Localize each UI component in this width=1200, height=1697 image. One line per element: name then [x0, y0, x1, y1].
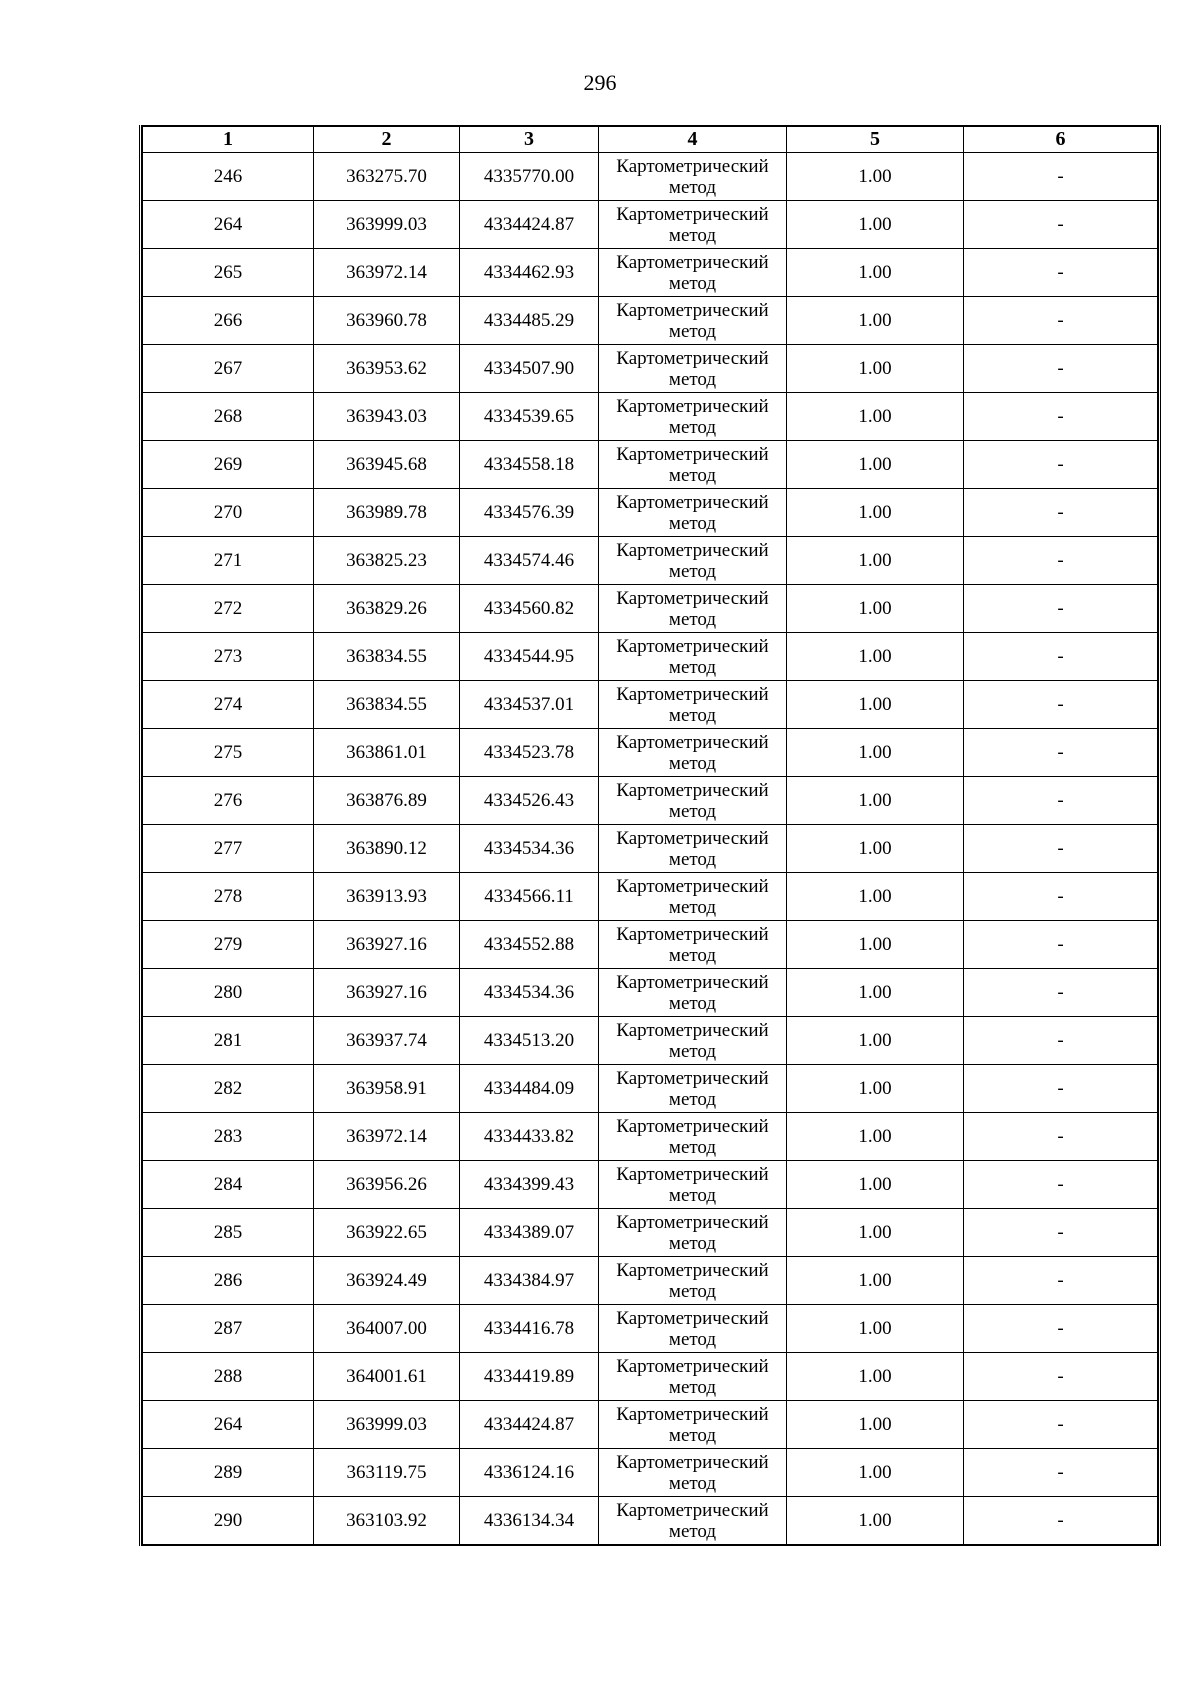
accuracy-cell: 1.00 [787, 1209, 964, 1257]
y-coordinate-cell: 4334424.87 [460, 1401, 599, 1449]
x-coordinate-cell: 363989.78 [314, 489, 460, 537]
accuracy-cell: 1.00 [787, 393, 964, 441]
note-cell: - [964, 249, 1158, 297]
method-cell: Картометрический метод [599, 441, 787, 489]
x-coordinate-cell: 363922.65 [314, 1209, 460, 1257]
point-number-cell: 281 [143, 1017, 314, 1065]
method-cell: Картометрический метод [599, 873, 787, 921]
x-coordinate-cell: 363913.93 [314, 873, 460, 921]
point-number-cell: 279 [143, 921, 314, 969]
point-number-cell: 272 [143, 585, 314, 633]
point-number-cell: 265 [143, 249, 314, 297]
x-coordinate-cell: 363999.03 [314, 201, 460, 249]
point-number-cell: 268 [143, 393, 314, 441]
table-row [143, 1401, 1158, 1449]
accuracy-cell: 1.00 [787, 1497, 964, 1546]
note-cell: - [964, 633, 1158, 681]
x-coordinate-cell: 364007.00 [314, 1305, 460, 1353]
table-row [143, 201, 1158, 249]
table-row [143, 1497, 1158, 1546]
note-cell: - [964, 1113, 1158, 1161]
note-cell: - [964, 825, 1158, 873]
point-number-cell: 273 [143, 633, 314, 681]
table-row [143, 585, 1158, 633]
point-number-cell: 285 [143, 1209, 314, 1257]
point-number-cell: 286 [143, 1257, 314, 1305]
accuracy-cell: 1.00 [787, 201, 964, 249]
point-number-cell: 246 [143, 153, 314, 201]
table-row [143, 153, 1158, 201]
x-coordinate-cell: 363103.92 [314, 1497, 460, 1546]
note-cell: - [964, 777, 1158, 825]
table-row [143, 1113, 1158, 1161]
accuracy-cell: 1.00 [787, 969, 964, 1017]
column-header: 4 [599, 126, 787, 153]
accuracy-cell: 1.00 [787, 825, 964, 873]
x-coordinate-cell: 363825.23 [314, 537, 460, 585]
method-cell: Картометрический метод [599, 1161, 787, 1209]
point-number-cell: 277 [143, 825, 314, 873]
method-cell: Картометрический метод [599, 201, 787, 249]
y-coordinate-cell: 4334424.87 [460, 201, 599, 249]
page-number: 296 [583, 70, 617, 95]
note-cell: - [964, 1209, 1158, 1257]
method-cell: Картометрический метод [599, 1017, 787, 1065]
y-coordinate-cell: 4336134.34 [460, 1497, 599, 1546]
y-coordinate-cell: 4334462.93 [460, 249, 599, 297]
y-coordinate-cell: 4334485.29 [460, 297, 599, 345]
table-row [143, 777, 1158, 825]
method-cell: Картометрический метод [599, 777, 787, 825]
point-number-cell: 282 [143, 1065, 314, 1113]
point-number-cell: 278 [143, 873, 314, 921]
accuracy-cell: 1.00 [787, 729, 964, 777]
accuracy-cell: 1.00 [787, 153, 964, 201]
coordinates-table [142, 125, 1158, 1546]
x-coordinate-cell: 363876.89 [314, 777, 460, 825]
point-number-cell: 289 [143, 1449, 314, 1497]
point-number-cell: 270 [143, 489, 314, 537]
x-coordinate-cell: 363945.68 [314, 441, 460, 489]
method-cell: Картометрический метод [599, 1305, 787, 1353]
y-coordinate-cell: 4335770.00 [460, 153, 599, 201]
x-coordinate-cell: 363937.74 [314, 1017, 460, 1065]
method-cell: Картометрический метод [599, 633, 787, 681]
note-cell: - [964, 441, 1158, 489]
accuracy-cell: 1.00 [787, 1257, 964, 1305]
table-row [143, 249, 1158, 297]
table-header-row [143, 126, 1158, 153]
column-header: 6 [964, 126, 1158, 153]
note-cell: - [964, 681, 1158, 729]
x-coordinate-cell: 363972.14 [314, 1113, 460, 1161]
point-number-cell: 266 [143, 297, 314, 345]
method-cell: Картометрический метод [599, 345, 787, 393]
table-body [143, 153, 1158, 1546]
point-number-cell: 271 [143, 537, 314, 585]
accuracy-cell: 1.00 [787, 1161, 964, 1209]
accuracy-cell: 1.00 [787, 489, 964, 537]
x-coordinate-cell: 363953.62 [314, 345, 460, 393]
y-coordinate-cell: 4334523.78 [460, 729, 599, 777]
method-cell: Картометрический метод [599, 1497, 787, 1546]
table-row [143, 1257, 1158, 1305]
method-cell: Картометрический метод [599, 297, 787, 345]
method-cell: Картометрический метод [599, 969, 787, 1017]
table-row [143, 969, 1158, 1017]
table-row [143, 681, 1158, 729]
y-coordinate-cell: 4336124.16 [460, 1449, 599, 1497]
y-coordinate-cell: 4334566.11 [460, 873, 599, 921]
point-number-cell: 264 [143, 201, 314, 249]
note-cell: - [964, 1017, 1158, 1065]
method-cell: Картометрический метод [599, 921, 787, 969]
y-coordinate-cell: 4334576.39 [460, 489, 599, 537]
accuracy-cell: 1.00 [787, 681, 964, 729]
y-coordinate-cell: 4334574.46 [460, 537, 599, 585]
table-row [143, 825, 1158, 873]
method-cell: Картометрический метод [599, 1065, 787, 1113]
y-coordinate-cell: 4334419.89 [460, 1353, 599, 1401]
accuracy-cell: 1.00 [787, 345, 964, 393]
method-cell: Картометрический метод [599, 825, 787, 873]
column-header: 2 [314, 126, 460, 153]
table-row [143, 1449, 1158, 1497]
table-row [143, 729, 1158, 777]
y-coordinate-cell: 4334539.65 [460, 393, 599, 441]
y-coordinate-cell: 4334560.82 [460, 585, 599, 633]
y-coordinate-cell: 4334484.09 [460, 1065, 599, 1113]
table-row [143, 873, 1158, 921]
y-coordinate-cell: 4334534.36 [460, 969, 599, 1017]
note-cell: - [964, 729, 1158, 777]
accuracy-cell: 1.00 [787, 441, 964, 489]
point-number-cell: 283 [143, 1113, 314, 1161]
point-number-cell: 284 [143, 1161, 314, 1209]
accuracy-cell: 1.00 [787, 249, 964, 297]
table-row [143, 297, 1158, 345]
note-cell: - [964, 153, 1158, 201]
table-row [143, 1353, 1158, 1401]
accuracy-cell: 1.00 [787, 1113, 964, 1161]
note-cell: - [964, 1305, 1158, 1353]
x-coordinate-cell: 364001.61 [314, 1353, 460, 1401]
column-header: 1 [143, 126, 314, 153]
table-row [143, 345, 1158, 393]
coordinates-table-container [139, 125, 1161, 1546]
x-coordinate-cell: 363958.91 [314, 1065, 460, 1113]
x-coordinate-cell: 363275.70 [314, 153, 460, 201]
y-coordinate-cell: 4334526.43 [460, 777, 599, 825]
x-coordinate-cell: 363956.26 [314, 1161, 460, 1209]
table-row [143, 489, 1158, 537]
table-row [143, 633, 1158, 681]
y-coordinate-cell: 4334513.20 [460, 1017, 599, 1065]
x-coordinate-cell: 363927.16 [314, 969, 460, 1017]
table-row [143, 441, 1158, 489]
accuracy-cell: 1.00 [787, 1017, 964, 1065]
x-coordinate-cell: 363834.55 [314, 633, 460, 681]
note-cell: - [964, 489, 1158, 537]
note-cell: - [964, 1497, 1158, 1546]
point-number-cell: 274 [143, 681, 314, 729]
y-coordinate-cell: 4334384.97 [460, 1257, 599, 1305]
note-cell: - [964, 1401, 1158, 1449]
column-header: 5 [787, 126, 964, 153]
accuracy-cell: 1.00 [787, 537, 964, 585]
table-row [143, 921, 1158, 969]
note-cell: - [964, 585, 1158, 633]
method-cell: Картометрический метод [599, 249, 787, 297]
point-number-cell: 288 [143, 1353, 314, 1401]
point-number-cell: 275 [143, 729, 314, 777]
method-cell: Картометрический метод [599, 585, 787, 633]
y-coordinate-cell: 4334507.90 [460, 345, 599, 393]
y-coordinate-cell: 4334534.36 [460, 825, 599, 873]
method-cell: Картометрический метод [599, 153, 787, 201]
accuracy-cell: 1.00 [787, 777, 964, 825]
table-row [143, 1065, 1158, 1113]
y-coordinate-cell: 4334552.88 [460, 921, 599, 969]
accuracy-cell: 1.00 [787, 1449, 964, 1497]
x-coordinate-cell: 363890.12 [314, 825, 460, 873]
y-coordinate-cell: 4334544.95 [460, 633, 599, 681]
note-cell: - [964, 969, 1158, 1017]
note-cell: - [964, 1065, 1158, 1113]
table-row [143, 1305, 1158, 1353]
column-header: 3 [460, 126, 599, 153]
method-cell: Картометрический метод [599, 1353, 787, 1401]
accuracy-cell: 1.00 [787, 1353, 964, 1401]
point-number-cell: 267 [143, 345, 314, 393]
table-row [143, 1017, 1158, 1065]
method-cell: Картометрический метод [599, 1257, 787, 1305]
accuracy-cell: 1.00 [787, 1305, 964, 1353]
accuracy-cell: 1.00 [787, 297, 964, 345]
x-coordinate-cell: 363924.49 [314, 1257, 460, 1305]
method-cell: Картометрический метод [599, 393, 787, 441]
x-coordinate-cell: 363972.14 [314, 249, 460, 297]
y-coordinate-cell: 4334433.82 [460, 1113, 599, 1161]
note-cell: - [964, 297, 1158, 345]
note-cell: - [964, 1257, 1158, 1305]
y-coordinate-cell: 4334537.01 [460, 681, 599, 729]
note-cell: - [964, 393, 1158, 441]
y-coordinate-cell: 4334399.43 [460, 1161, 599, 1209]
point-number-cell: 264 [143, 1401, 314, 1449]
note-cell: - [964, 345, 1158, 393]
x-coordinate-cell: 363861.01 [314, 729, 460, 777]
method-cell: Картометрический метод [599, 1113, 787, 1161]
y-coordinate-cell: 4334389.07 [460, 1209, 599, 1257]
method-cell: Картометрический метод [599, 729, 787, 777]
method-cell: Картометрический метод [599, 1209, 787, 1257]
table-row [143, 1161, 1158, 1209]
note-cell: - [964, 1161, 1158, 1209]
point-number-cell: 290 [143, 1497, 314, 1546]
table-row [143, 393, 1158, 441]
table-row [143, 1209, 1158, 1257]
point-number-cell: 269 [143, 441, 314, 489]
note-cell: - [964, 1449, 1158, 1497]
accuracy-cell: 1.00 [787, 633, 964, 681]
x-coordinate-cell: 363119.75 [314, 1449, 460, 1497]
accuracy-cell: 1.00 [787, 585, 964, 633]
method-cell: Картометрический метод [599, 681, 787, 729]
x-coordinate-cell: 363943.03 [314, 393, 460, 441]
method-cell: Картометрический метод [599, 1449, 787, 1497]
note-cell: - [964, 873, 1158, 921]
x-coordinate-cell: 363927.16 [314, 921, 460, 969]
x-coordinate-cell: 363999.03 [314, 1401, 460, 1449]
x-coordinate-cell: 363829.26 [314, 585, 460, 633]
note-cell: - [964, 921, 1158, 969]
accuracy-cell: 1.00 [787, 873, 964, 921]
method-cell: Картометрический метод [599, 537, 787, 585]
note-cell: - [964, 537, 1158, 585]
point-number-cell: 280 [143, 969, 314, 1017]
point-number-cell: 287 [143, 1305, 314, 1353]
point-number-cell: 276 [143, 777, 314, 825]
y-coordinate-cell: 4334416.78 [460, 1305, 599, 1353]
y-coordinate-cell: 4334558.18 [460, 441, 599, 489]
accuracy-cell: 1.00 [787, 1065, 964, 1113]
accuracy-cell: 1.00 [787, 1401, 964, 1449]
accuracy-cell: 1.00 [787, 921, 964, 969]
method-cell: Картометрический метод [599, 489, 787, 537]
note-cell: - [964, 201, 1158, 249]
table-row [143, 537, 1158, 585]
note-cell: - [964, 1353, 1158, 1401]
x-coordinate-cell: 363960.78 [314, 297, 460, 345]
x-coordinate-cell: 363834.55 [314, 681, 460, 729]
method-cell: Картометрический метод [599, 1401, 787, 1449]
